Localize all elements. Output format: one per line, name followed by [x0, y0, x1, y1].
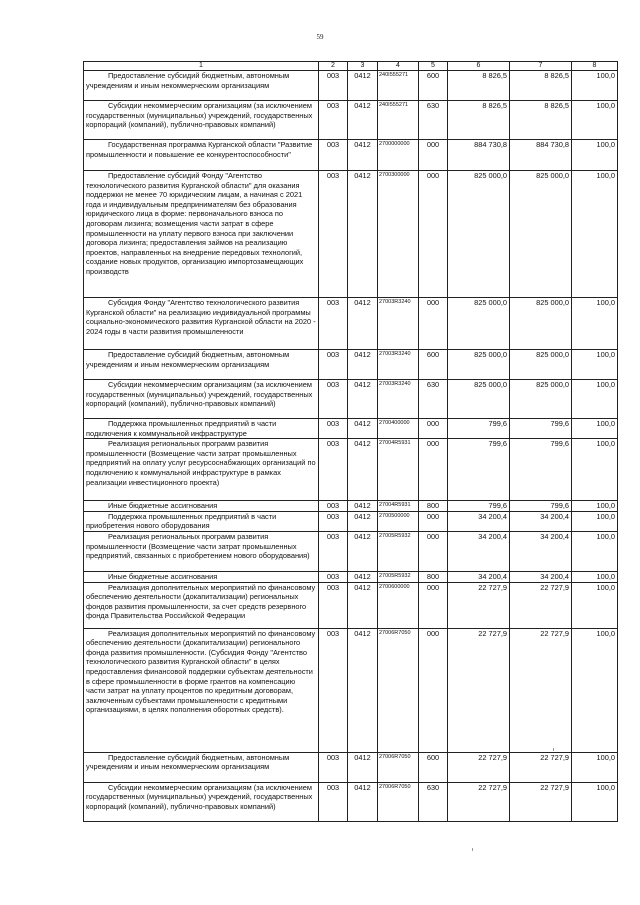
row-code-cell: 003	[319, 71, 348, 101]
row-percent-cell: 100,0	[572, 101, 618, 140]
row-percent-cell: 100,0	[572, 380, 618, 419]
row-code-cell: 003	[319, 171, 348, 298]
row-section-cell: 0412	[348, 571, 378, 582]
row-percent-cell: 100,0	[572, 171, 618, 298]
row-name-cell: Иные бюджетные ассигнования	[84, 571, 319, 582]
row-expense-type-cell: 000	[419, 140, 448, 171]
row-executed-amount-cell: 884 730,8	[510, 140, 572, 171]
table-row	[84, 298, 618, 350]
row-section-cell: 0412	[348, 140, 378, 171]
row-target-article-cell: 27006R7050	[378, 782, 419, 821]
row-section-cell: 0412	[348, 752, 378, 782]
row-executed-amount-cell: 825 000,0	[510, 171, 572, 298]
header-cell: 4	[378, 62, 419, 71]
table-row	[84, 782, 618, 821]
table-row	[84, 380, 618, 419]
row-expense-type-cell: 630	[419, 782, 448, 821]
row-expense-type-cell: 000	[419, 171, 448, 298]
row-target-article-cell: 27004R5931	[378, 439, 419, 501]
row-planned-amount-cell: 22 727,9	[448, 628, 510, 752]
table-row	[84, 511, 618, 531]
row-planned-amount-cell: 34 200,4	[448, 571, 510, 582]
row-name-cell: Предоставление субсидий бюджетным, автономным учреждениям и иным некоммерческим организациям	[84, 752, 319, 782]
row-name-cell: Иные бюджетные ассигнования	[84, 501, 319, 512]
row-code-cell: 003	[319, 782, 348, 821]
row-section-cell: 0412	[348, 582, 378, 628]
row-code-cell: 003	[319, 752, 348, 782]
header-cell: 8	[572, 62, 618, 71]
row-target-article-cell: 27003R3240	[378, 350, 419, 380]
row-planned-amount-cell: 799,6	[448, 419, 510, 439]
table-row	[84, 628, 618, 752]
row-executed-amount-cell: 8 826,5	[510, 71, 572, 101]
row-code-cell: 003	[319, 439, 348, 501]
row-section-cell: 0412	[348, 101, 378, 140]
row-executed-amount-cell: 34 200,4	[510, 571, 572, 582]
row-name-cell: Субсидии некоммерческим организациям (за исключением государственных (муниципальных) учреждений, государственных корпораций (компаний), публично-правовых компаний)	[84, 101, 319, 140]
row-planned-amount-cell: 22 727,9	[448, 752, 510, 782]
header-cell: 3	[348, 62, 378, 71]
row-section-cell: 0412	[348, 511, 378, 531]
row-code-cell: 003	[319, 101, 348, 140]
row-planned-amount-cell: 825 000,0	[448, 380, 510, 419]
row-target-article-cell: 240I555271	[378, 71, 419, 101]
row-executed-amount-cell: 825 000,0	[510, 350, 572, 380]
row-expense-type-cell: 000	[419, 628, 448, 752]
row-executed-amount-cell: 825 000,0	[510, 380, 572, 419]
table-row	[84, 101, 618, 140]
table-row	[84, 531, 618, 571]
row-expense-type-cell: 630	[419, 380, 448, 419]
row-target-article-cell: 27005R5932	[378, 571, 419, 582]
row-expense-type-cell: 630	[419, 101, 448, 140]
row-percent-cell: 100,0	[572, 752, 618, 782]
budget-table	[83, 61, 618, 822]
header-cell: 1	[84, 62, 319, 71]
row-percent-cell: 100,0	[572, 419, 618, 439]
row-target-article-cell: 2700300000	[378, 171, 419, 298]
row-code-cell: 003	[319, 501, 348, 512]
row-code-cell: 003	[319, 582, 348, 628]
row-planned-amount-cell: 825 000,0	[448, 171, 510, 298]
scan-speck	[553, 748, 554, 751]
row-executed-amount-cell: 799,6	[510, 419, 572, 439]
header-cell: 5	[419, 62, 448, 71]
table-row	[84, 582, 618, 628]
row-expense-type-cell: 600	[419, 752, 448, 782]
row-expense-type-cell: 800	[419, 501, 448, 512]
row-executed-amount-cell: 799,6	[510, 501, 572, 512]
row-section-cell: 0412	[348, 782, 378, 821]
row-percent-cell: 100,0	[572, 511, 618, 531]
row-percent-cell: 100,0	[572, 439, 618, 501]
row-planned-amount-cell: 799,6	[448, 501, 510, 512]
header-cell: 6	[448, 62, 510, 71]
row-percent-cell: 100,0	[572, 782, 618, 821]
table-row	[84, 171, 618, 298]
row-code-cell: 003	[319, 511, 348, 531]
row-target-article-cell: 27004R5931	[378, 501, 419, 512]
row-name-cell: Реализация региональных программ развития промышленности (Возмещение части затрат промышленных предприятий, связанных с приобретением нового оборудования)	[84, 531, 319, 571]
row-target-article-cell: 2700000000	[378, 140, 419, 171]
row-executed-amount-cell: 799,6	[510, 439, 572, 501]
row-section-cell: 0412	[348, 439, 378, 501]
row-executed-amount-cell: 22 727,9	[510, 582, 572, 628]
page-number: 59	[316, 33, 324, 41]
row-planned-amount-cell: 34 200,4	[448, 531, 510, 571]
row-planned-amount-cell: 825 000,0	[448, 298, 510, 350]
row-planned-amount-cell: 884 730,8	[448, 140, 510, 171]
row-section-cell: 0412	[348, 298, 378, 350]
row-code-cell: 003	[319, 380, 348, 419]
row-name-cell: Государственная программа Курганской области "Развитие промышленности и повышение ее конкурентоспособности"	[84, 140, 319, 171]
row-planned-amount-cell: 8 826,5	[448, 101, 510, 140]
row-planned-amount-cell: 34 200,4	[448, 511, 510, 531]
row-percent-cell: 100,0	[572, 298, 618, 350]
row-code-cell: 003	[319, 140, 348, 171]
row-code-cell: 003	[319, 531, 348, 571]
row-executed-amount-cell: 34 200,4	[510, 511, 572, 531]
table-row	[84, 439, 618, 501]
row-target-article-cell: 27006R7050	[378, 752, 419, 782]
row-percent-cell: 100,0	[572, 71, 618, 101]
row-name-cell: Предоставление субсидий бюджетным, автономным учреждениям и иным некоммерческим организациям	[84, 350, 319, 380]
row-planned-amount-cell: 8 826,5	[448, 71, 510, 101]
row-executed-amount-cell: 8 826,5	[510, 101, 572, 140]
row-percent-cell: 100,0	[572, 140, 618, 171]
table-row	[84, 419, 618, 439]
row-section-cell: 0412	[348, 350, 378, 380]
row-section-cell: 0412	[348, 171, 378, 298]
header-cell: 7	[510, 62, 572, 71]
row-target-article-cell: 2700500000	[378, 511, 419, 531]
row-target-article-cell: 2700600000	[378, 582, 419, 628]
row-planned-amount-cell: 825 000,0	[448, 350, 510, 380]
table-row	[84, 350, 618, 380]
row-target-article-cell: 27003R3240	[378, 380, 419, 419]
row-name-cell: Реализация дополнительных мероприятий по финансовому обеспечению деятельности (докапитализации) регионального фонда развития промышленности. (Субсидия Фонду "Агентство технологического развития Курганской области" в целях предоставления финансовой поддержки субъектам деятельности в сфере промышленности в форме грантов на компенсацию части затрат на уплату процентов по кредитным договорам, заключенным субъектами промышленности с кредитными организациями, в целях пополнения оборотных средств).	[84, 628, 319, 752]
row-code-cell: 003	[319, 571, 348, 582]
row-name-cell: Реализация дополнительных мероприятий по финансовому обеспечению деятельности (докапитализации) региональных фондов развития промышленности, за счет средств резервного фонда Правительства Российской Федерации	[84, 582, 319, 628]
row-expense-type-cell: 600	[419, 350, 448, 380]
row-code-cell: 003	[319, 350, 348, 380]
row-expense-type-cell: 600	[419, 71, 448, 101]
row-planned-amount-cell: 799,6	[448, 439, 510, 501]
row-name-cell: Поддержка промышленных предприятий в части приобретения нового оборудования	[84, 511, 319, 531]
row-name-cell: Поддержка промышленных предприятий в части подключения к коммунальной инфраструктуре	[84, 419, 319, 439]
row-code-cell: 003	[319, 628, 348, 752]
row-percent-cell: 100,0	[572, 531, 618, 571]
row-expense-type-cell: 000	[419, 419, 448, 439]
row-target-article-cell: 240I555271	[378, 101, 419, 140]
row-executed-amount-cell: 825 000,0	[510, 298, 572, 350]
row-percent-cell: 100,0	[572, 628, 618, 752]
table-row	[84, 140, 618, 171]
row-name-cell: Предоставление субсидий Фонду "Агентство технологического развития Курганской области" для оказания поддержки не менее 70 юридическим лицам, а начиная с 2021 года и индивидуальным предпринимателям без образования юридического лица в форме: первоначального взноса по договорам лизинга; возмещения части затрат в сфере промышленности на уплату первого взноса при заключении договора лизинга; предоставления займов на реализацию проектов, направленных на внедрение передовых технологий, создание новых продуктов, организацию импортозамещающих производств	[84, 171, 319, 298]
row-name-cell: Реализация региональных программ развития промышленности (Возмещение части затрат промышленных предприятий на оплату услуг ресурсоснабжающих организаций по подключению к коммунальной инфраструктуре в рамках реализации инвестиционного проекта)	[84, 439, 319, 501]
row-name-cell: Предоставление субсидий бюджетным, автономным учреждениям и иным некоммерческим организациям	[84, 71, 319, 101]
row-name-cell: Субсидии некоммерческим организациям (за исключением государственных (муниципальных) учреждений, государственных корпораций (компаний), публично-правовых компаний)	[84, 380, 319, 419]
scan-speck	[472, 848, 473, 851]
row-expense-type-cell: 000	[419, 298, 448, 350]
table-row	[84, 71, 618, 101]
row-planned-amount-cell: 22 727,9	[448, 782, 510, 821]
row-section-cell: 0412	[348, 628, 378, 752]
row-expense-type-cell: 000	[419, 439, 448, 501]
row-percent-cell: 100,0	[572, 582, 618, 628]
table-row	[84, 752, 618, 782]
row-executed-amount-cell: 22 727,9	[510, 782, 572, 821]
row-percent-cell: 100,0	[572, 501, 618, 512]
row-target-article-cell: 27005R5932	[378, 531, 419, 571]
row-section-cell: 0412	[348, 71, 378, 101]
row-executed-amount-cell: 22 727,9	[510, 752, 572, 782]
row-name-cell: Субсидии некоммерческим организациям (за исключением государственных (муниципальных) учреждений, государственных корпораций (компаний), публично-правовых компаний)	[84, 782, 319, 821]
row-target-article-cell: 27003R3240	[378, 298, 419, 350]
row-target-article-cell: 27006R7050	[378, 628, 419, 752]
row-section-cell: 0412	[348, 531, 378, 571]
row-expense-type-cell: 000	[419, 582, 448, 628]
row-expense-type-cell: 800	[419, 571, 448, 582]
row-section-cell: 0412	[348, 419, 378, 439]
row-planned-amount-cell: 22 727,9	[448, 582, 510, 628]
header-cell: 2	[319, 62, 348, 71]
table-row	[84, 501, 618, 512]
row-code-cell: 003	[319, 298, 348, 350]
row-name-cell: Субсидия Фонду "Агентство технологического развития Курганской области" на реализацию индивидуальной программы социально-экономического развития Курганской области на 2020 - 2024 годы в части развития промышленности	[84, 298, 319, 350]
row-percent-cell: 100,0	[572, 350, 618, 380]
row-target-article-cell: 2700400000	[378, 419, 419, 439]
row-section-cell: 0412	[348, 501, 378, 512]
row-code-cell: 003	[319, 419, 348, 439]
row-expense-type-cell: 000	[419, 531, 448, 571]
row-executed-amount-cell: 22 727,9	[510, 628, 572, 752]
row-expense-type-cell: 000	[419, 511, 448, 531]
row-percent-cell: 100,0	[572, 571, 618, 582]
row-executed-amount-cell: 34 200,4	[510, 531, 572, 571]
table-row	[84, 571, 618, 582]
row-section-cell: 0412	[348, 380, 378, 419]
table-header-row	[84, 62, 618, 71]
